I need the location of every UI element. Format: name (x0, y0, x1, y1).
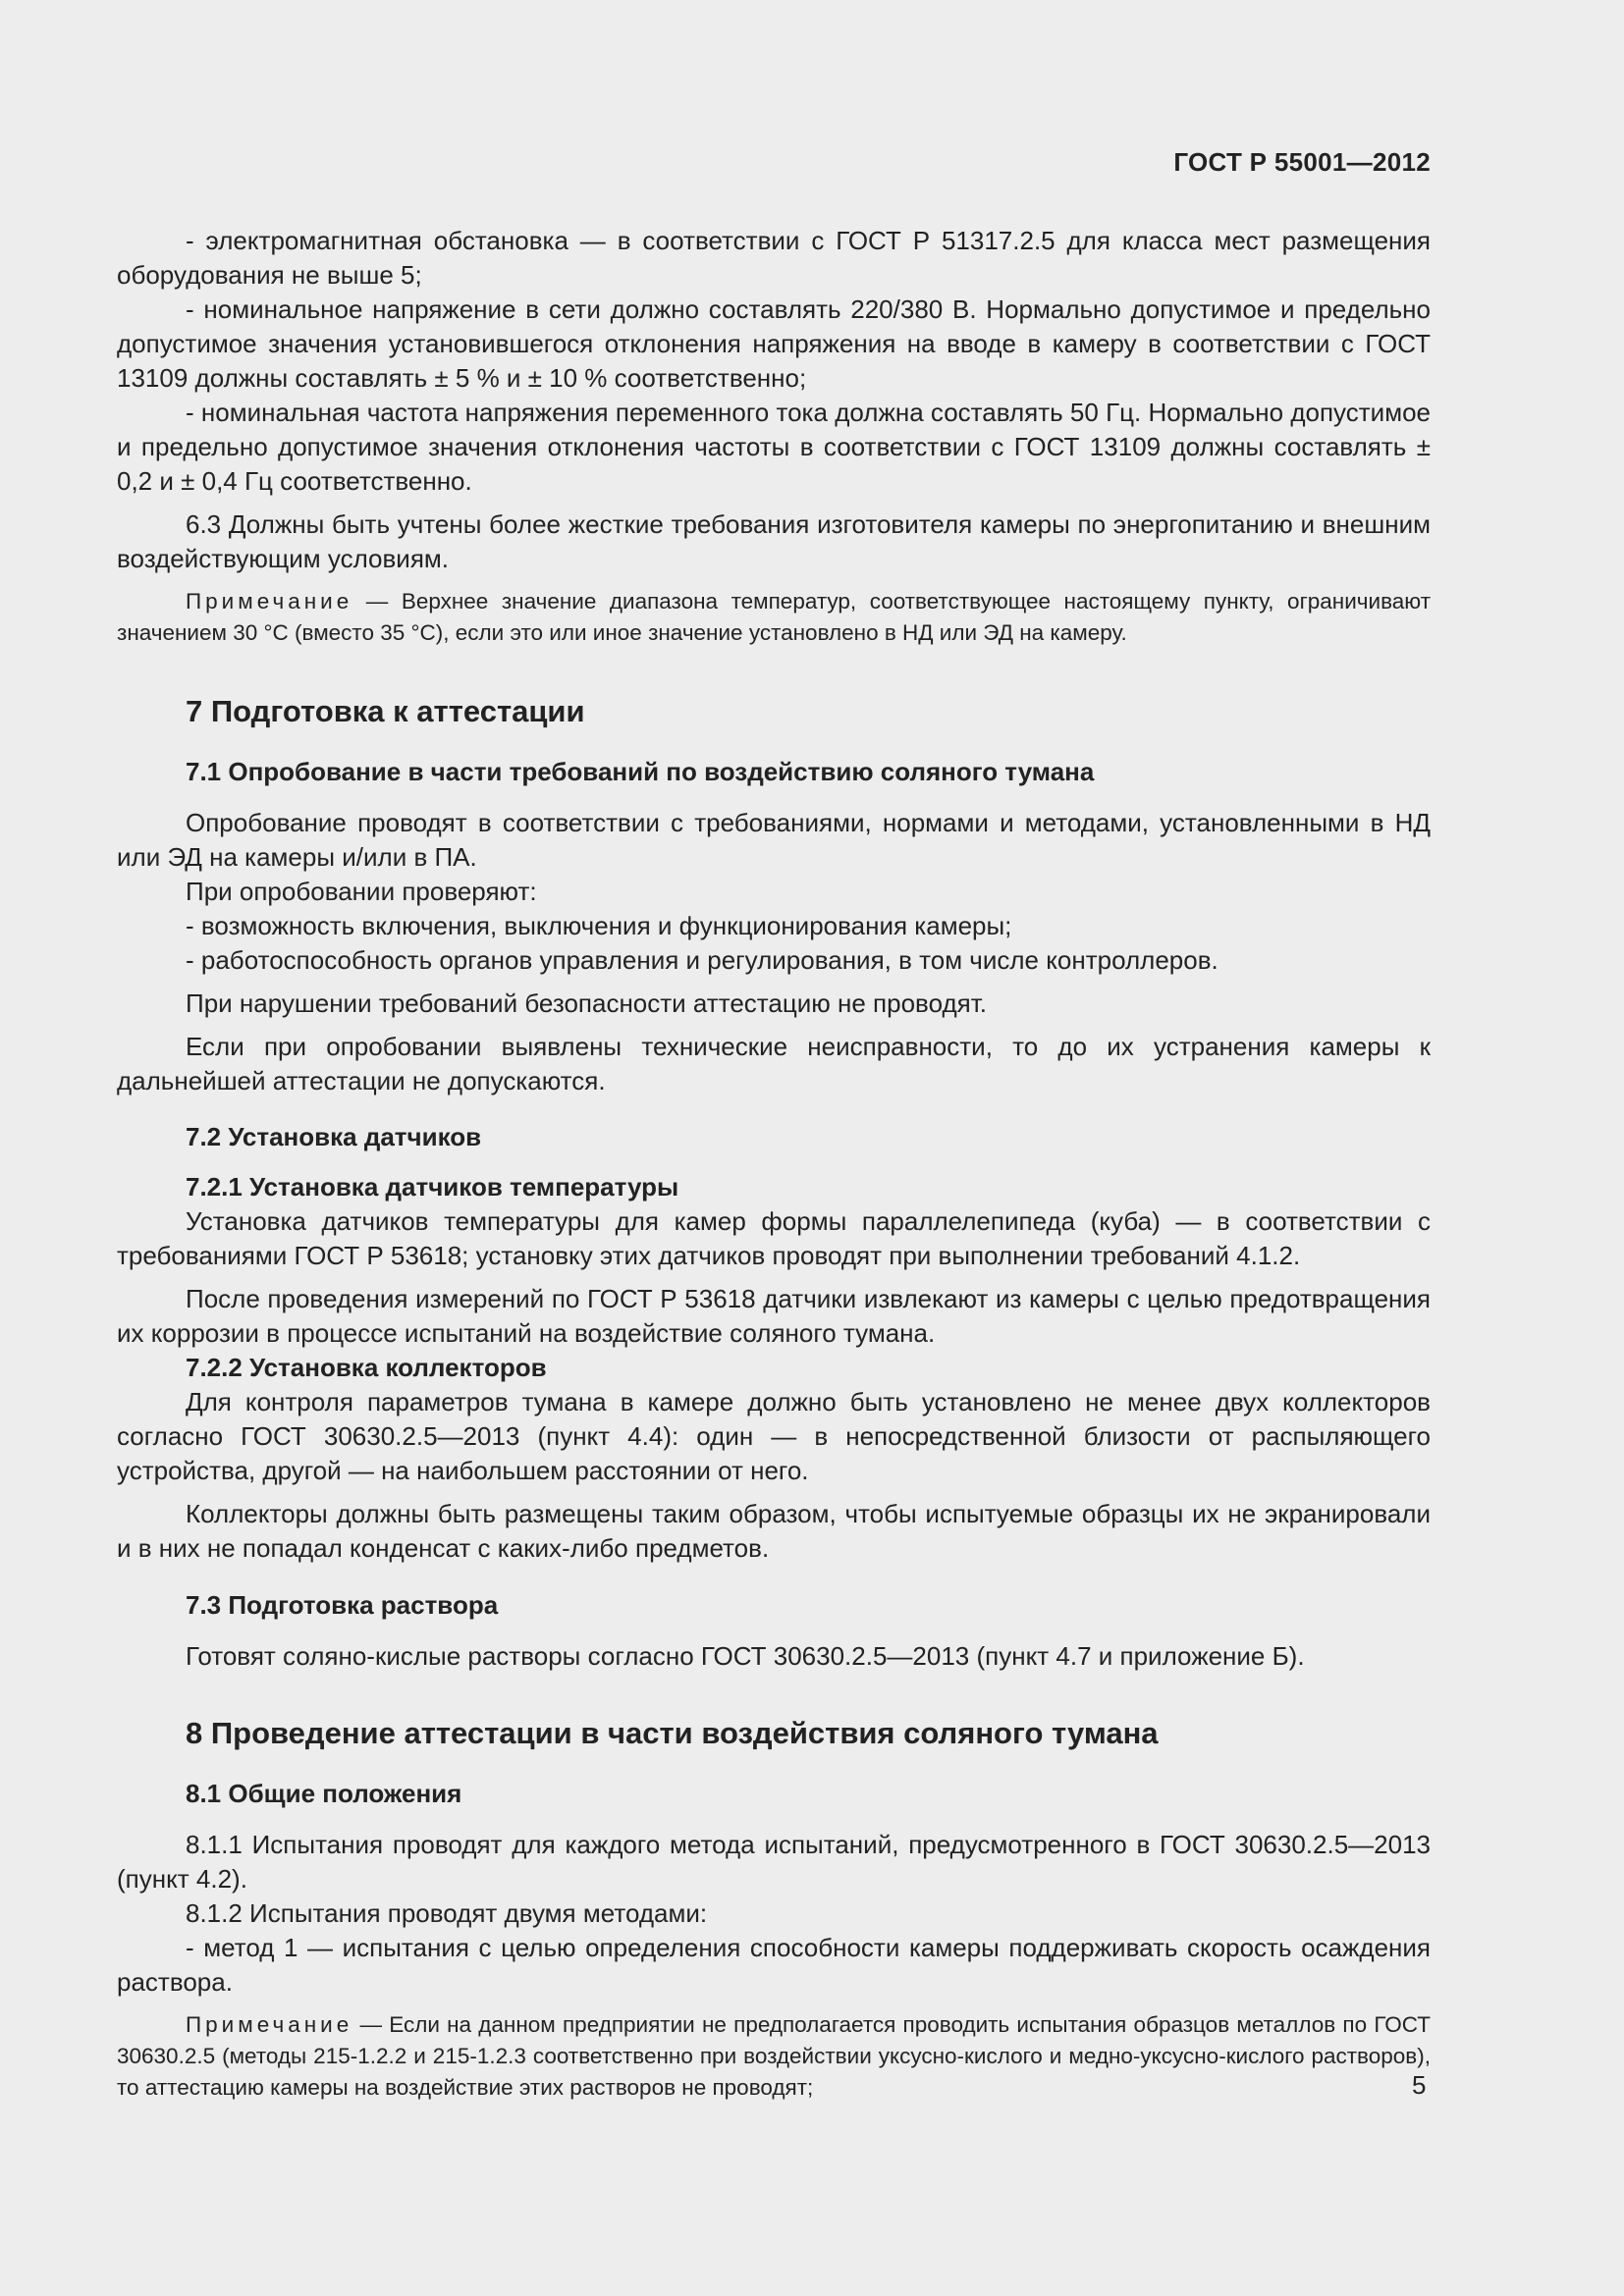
section-heading-8: 8 Проведение аттестации в части воздействия соляного тумана (186, 1716, 1159, 1750)
subsection-heading-7-3: 7.3 Подготовка раствора (186, 1590, 499, 1620)
subsection-heading-7-1: 7.1 Опробование в части требований по воздействию соляного тумана (186, 757, 1095, 786)
paragraph-8-1-2: 8.1.2 Испытания проводят двумя методами: (186, 1898, 708, 1928)
list-item-controls: - работоспособность органов управления и регулирования, в том числе контроллеров. (186, 945, 1218, 975)
subsection-heading-7-2-2: 7.2.2 Установка коллекторов (186, 1353, 547, 1382)
paragraph-7-3-solutions: Готовят соляно-кислые растворы согласно ГОСТ 30630.2.5—2013 (пункт 4.7 и приложение Б). (186, 1641, 1305, 1671)
note-solutions (117, 2009, 1431, 2104)
paragraph-7-2-2-collectors: Для контроля параметров тумана в камере должно быть установлено не менее двух коллекторов согласно ГОСТ 30630.2.5—2013 (пункт 4.4): один — в непосредственной близости от распыляющего устройства, другой — на наибольшем расстоянии от него. (117, 1387, 1431, 1485)
list-item-method-1: - метод 1 — испытания с целью определения способности камеры поддерживать скорость осаждения раствора. (117, 1933, 1431, 1997)
list-item-voltage: - номинальное напряжение в сети должно составлять 220/380 В. Нормально допустимое и предельно допустимое значения установившегося отклонения напряжения на вводе в камеру в соответствии с ГОСТ 13109 должны составлять ± 5 % и ± 10 % соответственно; (117, 294, 1431, 393)
paragraph-7-2-1-remove: После проведения измерений по ГОСТ Р 53618 датчики извлекают из камеры с целью предотвращения их коррозии в процессе испытаний на воздействие соляного тумана. (117, 1284, 1431, 1348)
page-number: 5 (1412, 2070, 1427, 2100)
note-temperature (117, 586, 1431, 649)
paragraph-7-1-faults: Если при опробовании выявлены технические неисправности, то до их устранения камеры к дальнейшей аттестации не допускаются. (117, 1032, 1431, 1095)
subsection-heading-7-2: 7.2 Установка датчиков (186, 1122, 482, 1151)
paragraph-8-1-1: 8.1.1 Испытания проводят для каждого метода испытаний, предусмотренного в ГОСТ 30630.2.5—2013 (пункт 4.2). (117, 1830, 1431, 1894)
subsection-heading-8-1: 8.1 Общие положения (186, 1779, 462, 1808)
section-heading-7: 7 Подготовка к аттестации (186, 694, 585, 728)
paragraph-7-1-check: При опробовании проверяют: (186, 877, 537, 906)
subsection-heading-7-2-1: 7.2.1 Установка датчиков температуры (186, 1172, 679, 1201)
page-content (117, 224, 1431, 2104)
paragraph-7-1-safety: При нарушении требований безопасности аттестацию не проводят. (186, 988, 987, 1018)
paragraph-6-3: 6.3 Должны быть учтены более жесткие требования изготовителя камеры по энергопитанию и внешним воздействующим условиям. (117, 509, 1431, 573)
note-text: — Верхнее значение диапазона температур, соответствующее настоящему пункту, ограничивают значением 30 °С (вместо 35 °С), если это или иное значение установлено в НД или ЭД на камеру. (117, 589, 1431, 645)
note-label: Примечание (186, 2012, 353, 2037)
list-item-emc: - электромагнитная обстановка — в соответствии с ГОСТ Р 51317.2.5 для класса мест размещения оборудования не выше 5; (117, 226, 1431, 290)
note-text: — Если на данном предприятии не предполагается проводить испытания образцов металлов по ГОСТ 30630.2.5 (методы 215-1.2.2 и 215-1.2.3 соответственно при воздействии уксусно-кислого и медно-уксусно-кислого растворов), то аттестацию камеры на воздействие этих растворов не проводят; (117, 2012, 1431, 2100)
list-item-switching: - возможность включения, выключения и функционирования камеры; (186, 911, 1012, 940)
paragraph-7-2-1-install: Установка датчиков температуры для камер формы параллелепипеда (куба) — в соответствии с требованиями ГОСТ Р 53618; установку этих датчиков проводят при выполнении требований 4.1.2. (117, 1206, 1431, 1270)
paragraph-7-2-2-placement: Коллекторы должны быть размещены таким образом, чтобы испытуемые образцы их не экранировали и в них не попадал конденсат с каких-либо предметов. (117, 1499, 1431, 1563)
document-id-header: ГОСТ Р 55001—2012 (1173, 147, 1431, 177)
note-label: Примечание (186, 589, 353, 614)
list-item-frequency: - номинальная частота напряжения переменного тока должна составлять 50 Гц. Нормально допустимое и предельно допустимое значения отклонения частоты в соответствии с ГОСТ 13109 должны составлять ± 0,2 и ± 0,4 Гц соответственно. (117, 398, 1431, 496)
paragraph-7-1-intro: Опробование проводят в соответствии с требованиями, нормами и методами, установленными в НД или ЭД на камеры и/или в ПА. (117, 808, 1431, 872)
